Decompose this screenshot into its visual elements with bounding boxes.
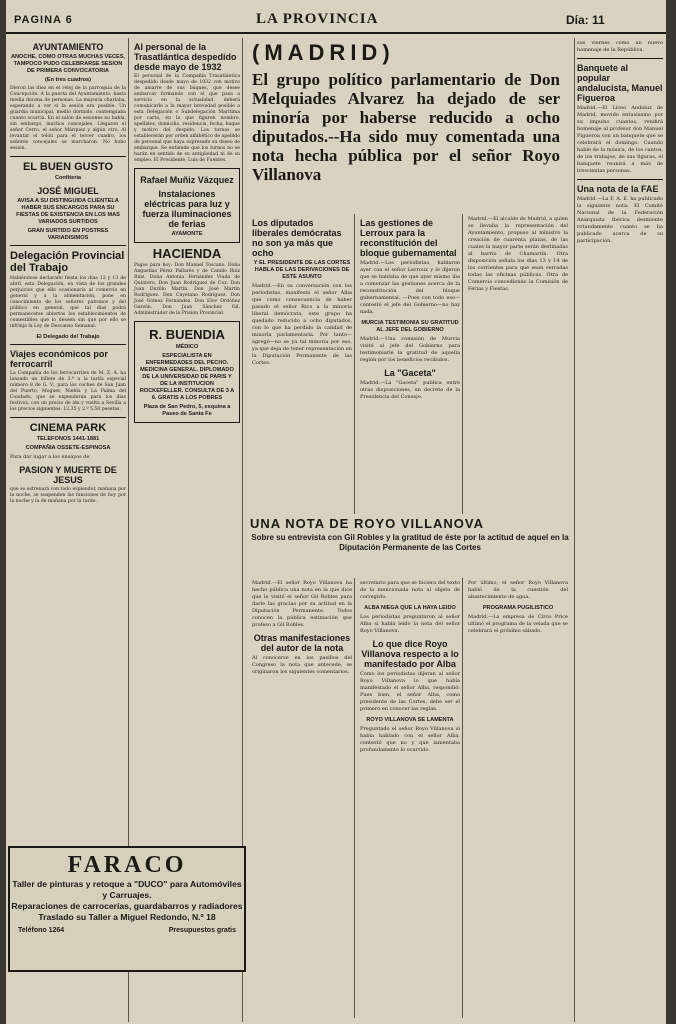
lamenta-title: ROYO VILLANOVA SE LAMENTA [366,717,454,723]
opina-title: Lo que dice Royo Villanova respecto a lo manifestado por Alba [361,639,459,669]
diputados-title: Los diputados liberales demócratas no son ya más que ocho [252,218,342,258]
banquete-body: Madrid.—El Liceo Andaluz de Madrid, movido entusiasmo por su impulso cuantos, rendirá homenaje al profesor don Manuel Figueroa con un banquete que se celebrará el domingo. Cuando hable de la música, de los cantos, de los trabajos, de sus figuras, el banquete reunirá a más de trescientas personas. [577,105,663,174]
personal-title: Al personal de la Trasatlántica despedido desde mayo de 1932 [134,42,237,72]
divider [10,344,126,345]
munoz-city: AYAMONTE [171,231,203,237]
fae-body: Madrid.—La F. A. E. ha publicado la siguiente nota: El Comité Nacional de la Federación Anarquista Ibérica desmiente rotundamente cuanto se ha publicado acerca de su participación. [577,196,663,244]
divider [577,179,663,180]
alba-title: ALBA NIEGA QUE LA HAYA LEIDO [364,605,456,611]
main-headline: El grupo político parlamentario de Don Melquiades Alvarez ha dejado de ser minoría por haberse reducido a ocho diputados.--Ha sido muy comentada una nota hecha pública por el señor Royo Villanova [252,70,560,184]
ayuntamiento-subtitle: ANOCHE, COMO OTRAS MUCHAS VECES, TAMPOCO PUDO CELEBRARSE SESION DE PRIMERA CONVOCATORIA [10,54,126,74]
faraco-footer [18,927,236,934]
buen-gusto-subtitle: Confitería [54,175,82,181]
delegacion-body: Habiéndose declarado fiesta los días 12 y 13 de abril, esta Delegación, en vista de los grandes perjuicios que ello ocasionaría al comercio en general y a la alimentación, pone en conocimiento de los señores patronos y del público en general, que tal días podrá permanecerse abiertos los establecimientos de comestibles que lo deseen sin que por ello se infrinja la Ley de Descanso Semanal. [10,276,126,329]
royo-body: Madrid.—El señor Royo Villanova ha hecho pública una nota en la que dice que le visitó el señor Gil Robles para darle las gracias por su actitud en la Diputación Permanente. Todos conocen la pública estimación que profeso a Gil Robles. [252,580,352,628]
main-headline-block [246,40,566,184]
munoz-ad [134,168,240,243]
buendia-address: Plaza de San Pedro, 5, esquina a Paseo de Santa Fe [143,404,231,417]
buendia-title: R. BUENDIA [149,327,225,342]
programa-title: PROGRAMA PUGILISTICO [482,605,554,611]
faraco-ad [8,846,246,972]
banquete-title: Banquete al popular andalucista, Manuel Figueroa [577,63,663,103]
column-8-body: Por último, el señor Royo Villanova habló de la cuestión del abastecimiento de agua. [468,580,568,600]
column-7 [358,578,463,1018]
lamenta-body: Preguntado el señor Royo Villanova si había hablado con el señor Alba, contestó que no y que lamentaba profundamente lo ocurrido. [360,726,460,753]
column-9 [574,38,665,1022]
buen-gusto-title: EL BUEN GUSTO [22,161,114,173]
delegacion-title: Delegación Provincial del Trabajo [10,250,125,274]
alba-body: Los periodistas preguntaron al señor Alba si había leído la nota del señor Royo Villanova. [360,614,460,634]
faraco-line-1: Taller de pinturas y retoque a "DUCO" para Automóviles y Carruajes. [12,879,242,900]
divider [10,156,126,157]
lerroux-body: Madrid.—Los periodistas, hablaron ayer con el señor Lerroux y le dijeron que se hablaba de que ayer mismo iba a comenzar las gestiones acerca de la reconstitución del bloque gubernamental. —Pues con todo eso—contestó el jefe del Gobierno—no hay nada. [360,260,460,315]
buen-gusto-body: AVISA A SU DISTINGUIDA CLIENTELA HABER SUS ENCARGOS PARA SU FIESTAS DE EXISTENCIA EN LOS MAS VARIADOS SURTIDOS [16,198,120,225]
lerroux-title: Las gestiones de Lerroux para la reconstitución del bloque gubernamental [360,218,457,258]
column-8 [466,578,570,1018]
faraco-estimate: Presupuestos gratis [168,927,236,934]
column-9-top: sus viernes como un nuevo homenaje de la República. [577,40,663,53]
cinema-phone: TELEFONOS 1441-1881 [36,436,100,442]
diputados-subtitle: Y EL PRESIDENTE DE LAS CORTES HABLA DE LAS DERIVACIONES DE ESTE ASUNTO [253,260,351,280]
newspaper-title: LA PROVINCIA [256,11,379,27]
buendia-ad [134,321,240,423]
hacienda-title: HACIENDA [152,246,222,261]
hacienda-body: Pagos para hoy: Don Manuel Toscano. Doña Angustias Pérez Pallarés y de Camilo Ruiz Ruiz. Doña Antonia Fernández Viuda de Quintero. Don Juan Rodríguez de Coz. Don Juan Durillo Martín. Don José Martín Rodríguez. Don Cayetano Rodríguez. Don José Gómez Fernández. Don Elov Ordóñez Garzón. Don Juan Sánchez Gil. Administrador de la Prisión Provincial. [134,263,240,316]
viajes-title: Viajes económicos por ferrocarril [10,349,108,369]
buen-gusto-owner: JOSÉ MIGUEL [37,186,99,196]
buendia-subtitle: MÉDICO [175,344,199,350]
murcia-body: Madrid.—Una comisión de Murcia visitó al jefe del Gobierno para testimoniarle la gratitud de aquella región por los beneficios recibidos. [360,336,460,363]
masthead [6,10,666,34]
royo-subtitle: Sobre su entrevista con Gil Robles y la gratitud de éste por la actitud de aquel en la Diputación Permanente de las Cortes [251,533,569,552]
divider [577,58,663,59]
column-7-body: secretario para que se hiciera del texto de la mencionada nota al objeto de corregirlo. [360,580,460,600]
ayuntamiento-note: (En tres cuadros) [44,77,91,83]
cinema-body: que se estrenará con todo esplendor, mañana por la noche, se suspenden las funciones de hoy por la noche y la de mañana por la tarde. [10,487,126,504]
divider [10,245,126,246]
column-3 [250,214,355,514]
faraco-line-3: Traslado su Taller a Miguel Redondo, N.º 18 [38,912,216,922]
column-6 [250,578,355,1018]
murcia-title: MURCIA TESTIMONIA SU GRATITUD AL JEFE DEL GOBIERNO [361,320,459,333]
column-4 [358,214,463,514]
column-5 [466,214,570,514]
personal-body: El personal de la Compañía Trasatlántica despedido desde mayo de 1932 con motivo de amarre de sus buques, que desee embarcar formando con el que pasa a servicio en la actualidad, deberá comunicarlo a la mayor brevedad posible a esta Delegación o Subdelegación Marítima por carta, en la que figuren nombre, apellidos, domicilio, residencia, fecha, buque y motivo del despido. Los turnos se establecerán por orden alfabético de apellido de personal que haya expresado su deseo de embarque. Se entiende que los turnos no se harán en sentido de su antigüedad ni de su empleo. El Presidente, Luis de Fuentes. [134,74,240,163]
royo-headline-block [250,516,570,553]
cinema-intro: Para dar lugar a los ensayos de [10,454,90,460]
issue-day: Día: 11 [566,13,605,27]
cinema-show: PASION Y MUERTE DE JESUS [19,465,117,485]
ayuntamiento-title: AYUNTAMIENTO [32,42,104,52]
fae-title: Una nota de la FAE [577,184,659,194]
cinema-company: COMPAÑIA OSSETE-ESPINOSA [25,445,111,451]
diputados-body: Madrid.—En su conversación con los periodistas, manifestó el señor Alba que como consecuencia de haber pasado el señor Rico a la minoría liberal demócrata, este grupo ha quedado reducido a ocho diputados, con lo que ha perdido la calidad de minoría parlamentaria. Por tanto—agregó—no se ya tal minoría por eso, ya que deja de tener representación en la Diputación Permanente de las Cortes. [252,283,352,366]
otras-body: Al conocerse en los pasillos del Congreso la nota que antecede, se originaron los siguientes comentarios. [252,655,352,675]
delegacion-signature: El Delegado del Trabajo [36,334,100,340]
munoz-title: Rafael Muñiz Vázquez [140,175,234,185]
page-number: PAGINA 6 [14,14,73,26]
faraco-line-2: Reparaciones de carrocerías, guardabarros y radiadores [11,901,243,911]
royo-title: UNA NOTA DE ROYO VILLANOVA [250,516,484,531]
dateline: (MADRID) [252,40,395,65]
opina-body: Como los periodistas dijeran al señor Royo Villanova lo que había manifestado el señor Alba, respondió: Pues bien, el señor Alba, como presidente de las Cortes, debe ser el primero en conocer las reglas. [360,671,460,712]
munoz-body: Instalaciones eléctricas para luz y fuerza iluminaciones de ferias [142,189,232,229]
programa-body: Madrid.—La empresa de Circo Price ultimó el programa de la velada que se celebrará el próximo sábado. [468,614,568,634]
cinema-title: CINEMA PARK [29,422,107,434]
newspaper-page [6,0,666,1024]
faraco-phone: Teléfono 1264 [18,927,65,934]
buendia-body: ESPECIALISTA EN ENFERMEDADES DEL PECHO. MEDICINA GENERAL. DIPLOMADO DE LA UNIVERSIDAD DE PARIS Y DE LA INSTITUCION ROCKEFELLER. CONSULTA DE 3 A 6. GRATIS A LOS POBRES [139,353,235,401]
divider [10,417,126,418]
column-5-body: Madrid.—El alcalde de Madrid, a quien se llevaba la representación del Ayuntamiento, propuso al ministro la creación de cuarenta plazas, de las cuales la mayor parte serán destinadas al barrio de Chamartín. Otra disposición señala los días 13 y 14 de los corrientes para que sean cerradas todas las oficinas públicas. Otra de Comercio concediendo la Comisión de Ferias y Fiestas. [468,216,568,292]
viajes-body: La Compañía de los ferrocarriles de M. Z. A. ha lanzado un billete de 3.ª a la tarifa especial número 8 de G. V., para los coches de San Juan del Puerto, Moguer, Niebla y La Palma del Condado, que se expenderán para los días festivos, con un precio de ida y vuelta a Sevilla a los precios siguientes: 12.35 y 2.ª 5.50 pesetas. [10,371,126,412]
ayuntamiento-body: Dieron las diez en el reloj de la parroquia de la Concepción. A la puerta del Ayuntamiento, hasta media docena de personas. La mayoría charlaba, esperando a ver si la sesión era posible. Un guardia municipal, medio dormido, contemplaba cuanto ocurría. En el salón de sesiones no había, sin embargo, muchos concejales. Llegaron el señor Cerro, el señor Márquez y algún otro. Al levantar el telón para el tercer cuadro, los señores concejales se marcharon. No hubo sesión. [10,86,126,151]
otras-title: Otras manifestaciones del autor de la nota [253,633,351,653]
faraco-brand: FARACO [67,852,187,878]
gaceta-title: La "Gaceta" [384,368,436,378]
gaceta-body: Madrid.—La "Gaceta" publica entre otras disposiciones, un decreto de la Presidencia del Consejo. [360,380,460,400]
buen-gusto-foot: GRAN SURTIDO EN POSTRES VARIADISIMOS [27,228,109,241]
